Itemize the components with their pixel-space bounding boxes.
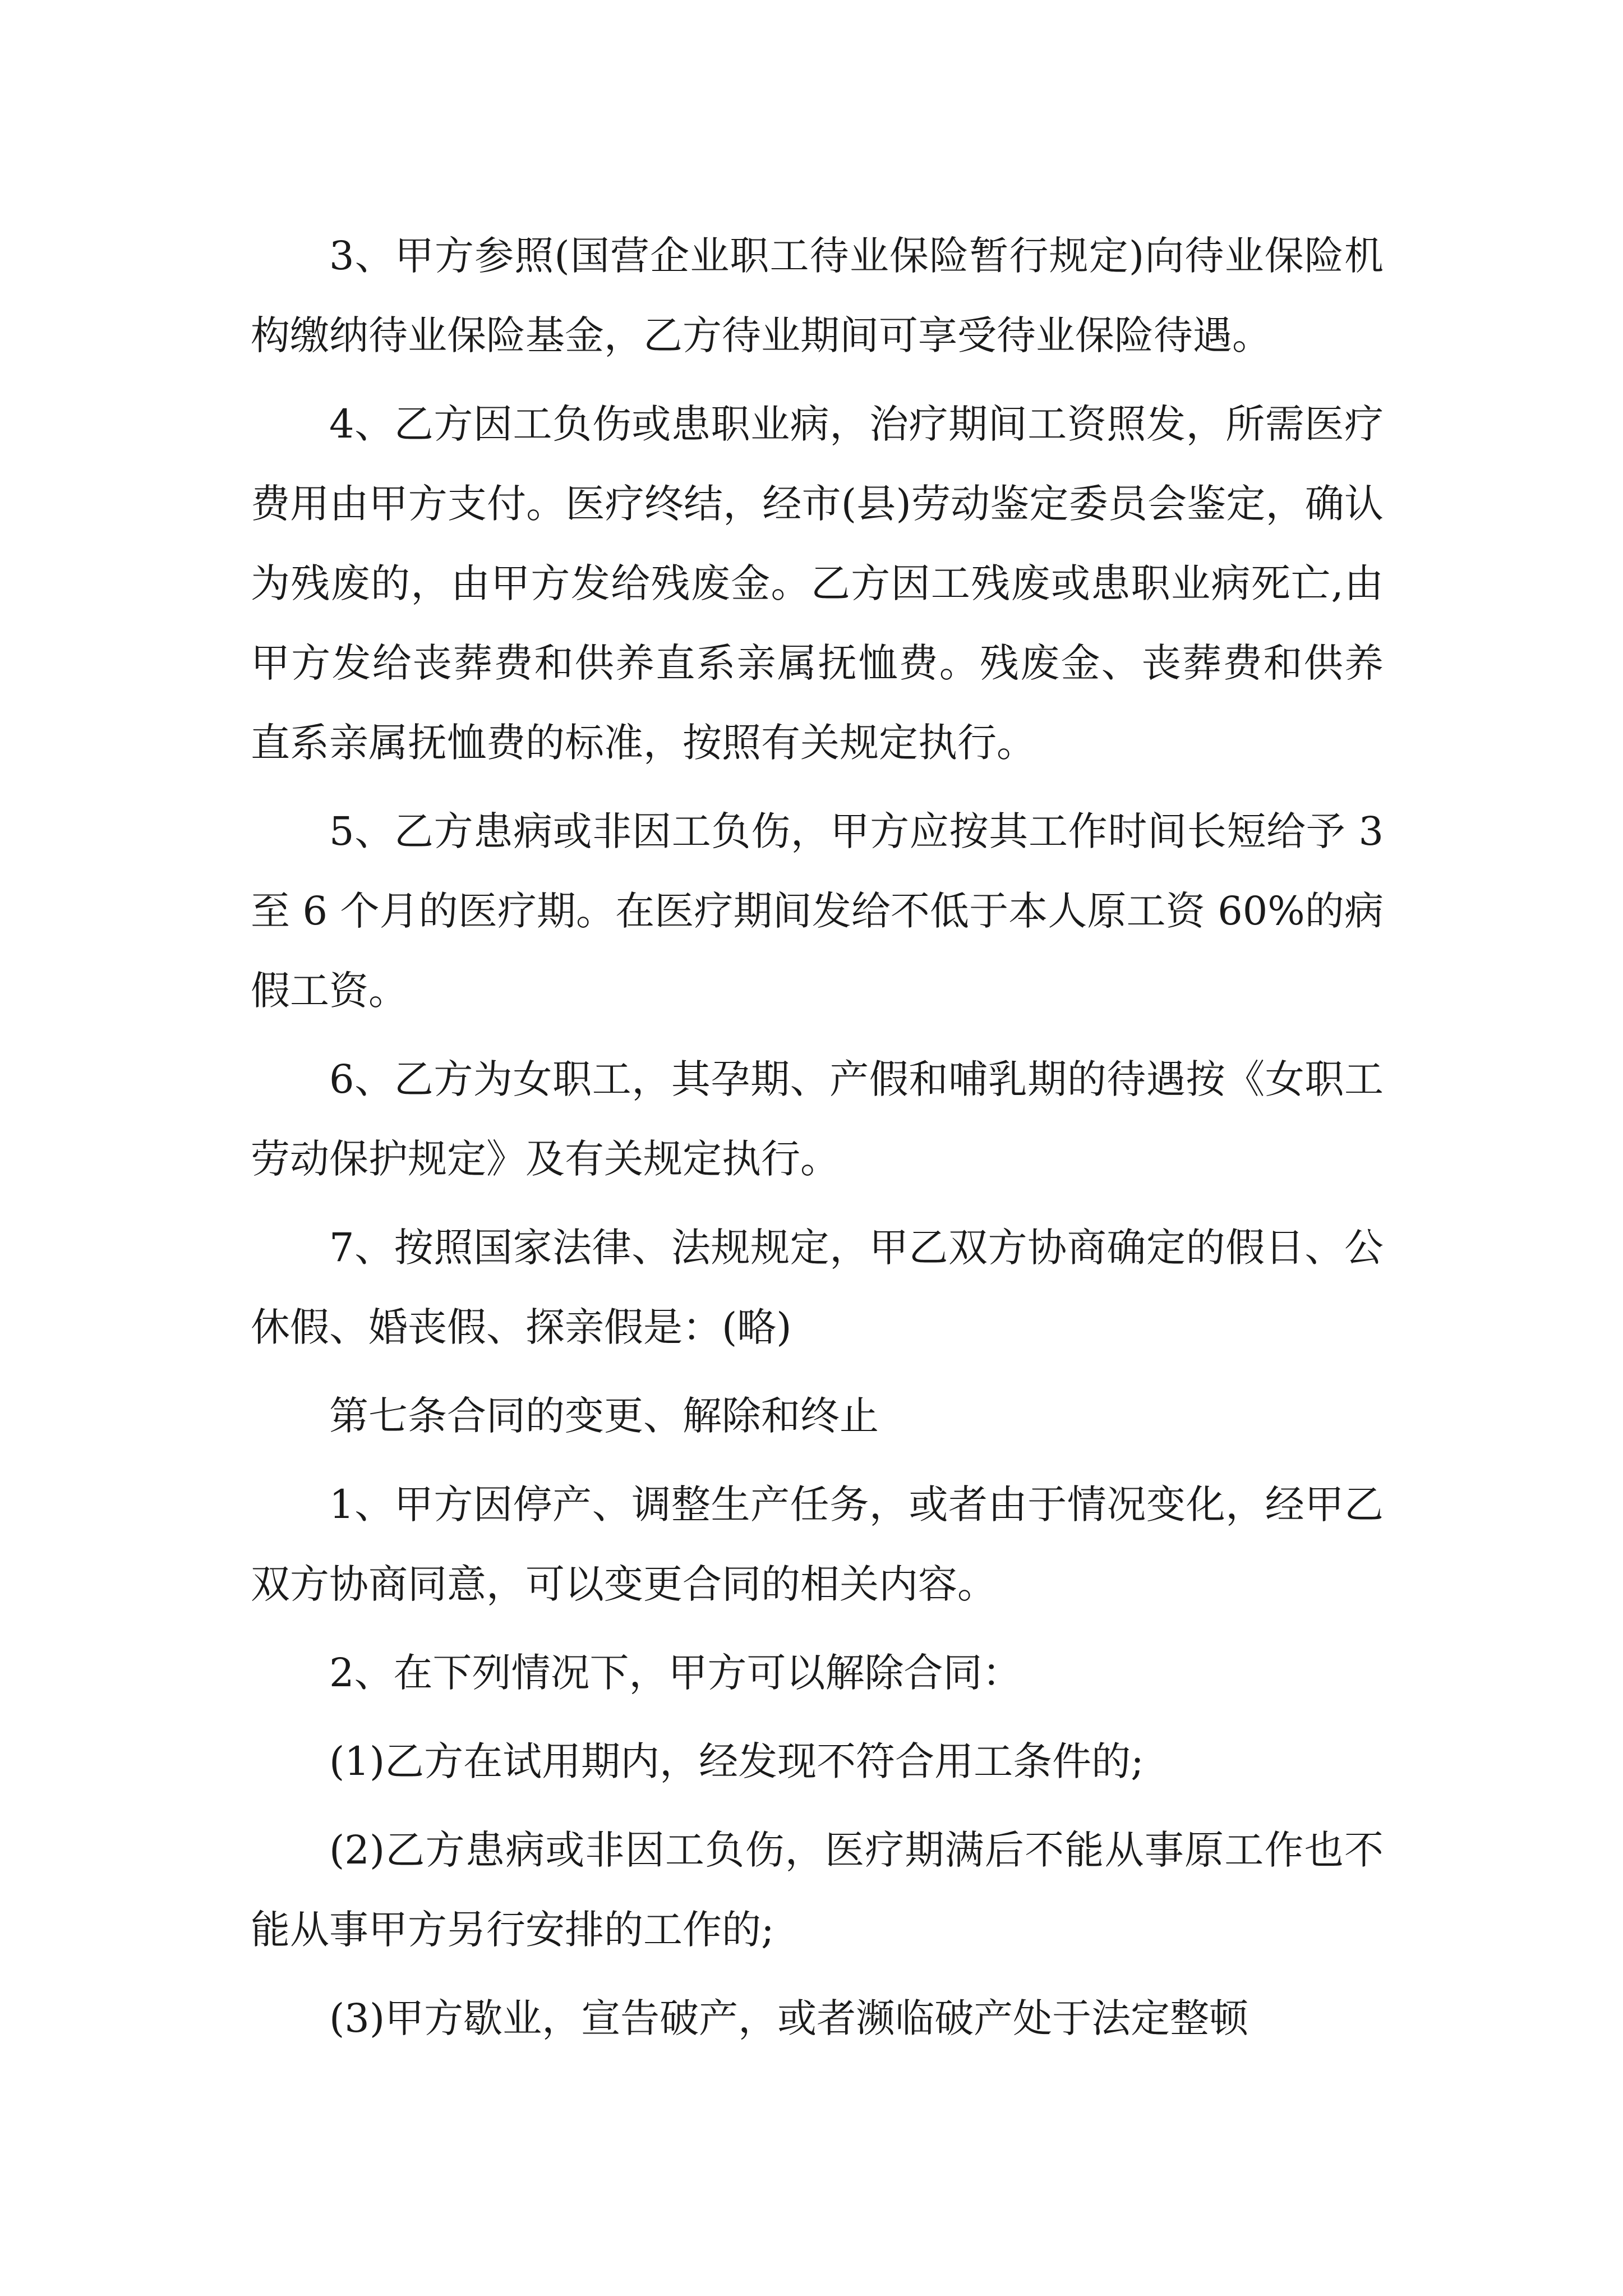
section-heading-article-7: 第七条合同的变更、解除和终止 [329, 1393, 879, 1439]
paragraph-clause-3: 3、甲方参照(国营企业职工待业保险暂行规定)向待业保险机构缴纳待业保险基金，乙方待业期间可享受待业保险待遇。 [251, 233, 1384, 358]
list-item-2: (2)乙方患病或非因工负伤，医疗期满后不能从事原工作也不能从事甲方另行安排的工作的; [251, 1827, 1384, 1953]
document-body [251, 216, 1384, 2058]
paragraph-clause-4: 4、乙方因工负伤或患职业病，治疗期间工资照发，所需医疗费用由甲方支付。医疗终结，经市(县)劳动鉴定委员会鉴定，确认为残废的，由甲方发给残废金。乙方因工残废或患职业病死亡,由甲方发给丧葬费和供养直系亲属抚恤费。残废金、丧葬费和供养直系亲属抚恤费的标准，按照有关规定执行。 [251, 401, 1384, 766]
list-item-3: (3)甲方歇业，宣告破产，或者濒临破产处于法定整顿 [329, 1995, 1249, 2041]
paragraph-clause-6: 6、乙方为女职工，其孕期、产假和哺乳期的待遇按《女职工劳动保护规定》及有关规定执行。 [251, 1056, 1384, 1182]
paragraph-change-1: 1、甲方因停产、调整生产任务，或者由于情况变化，经甲乙双方协商同意，可以变更合同的相关内容。 [251, 1481, 1384, 1607]
paragraph-termination-2: 2、在下列情况下，甲方可以解除合同： [329, 1650, 1022, 1696]
paragraph-clause-5: 5、乙方患病或非因工负伤，甲方应按其工作时间长短给予 3 至 6 个月的医疗期。在医疗期间发给不低于本人原工资 60%的病假工资。 [251, 808, 1384, 1014]
list-item-1: (1)乙方在试用期内，经发现不符合用工条件的; [329, 1738, 1144, 1784]
paragraph-clause-7: 7、按照国家法律、法规规定，甲乙双方协商确定的假日、公休假、婚丧假、探亲假是：(略) [251, 1225, 1384, 1350]
